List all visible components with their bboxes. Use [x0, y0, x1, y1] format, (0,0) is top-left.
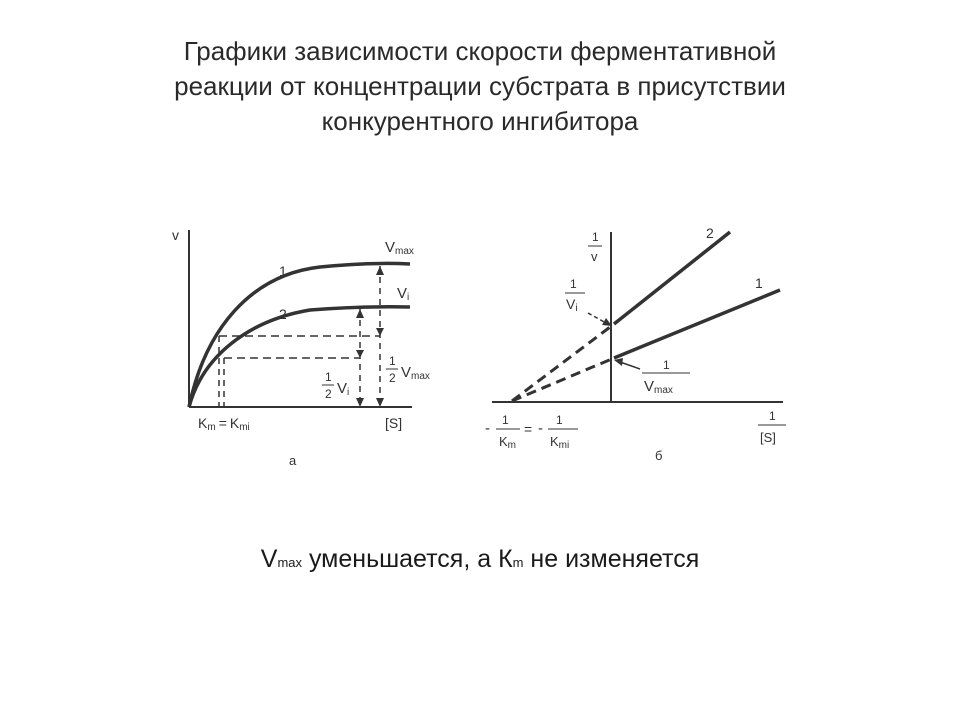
inv-vi-numerator: 1: [570, 277, 577, 291]
graph-b: [485, 225, 786, 463]
inv-vi-denominator: Vi: [566, 296, 578, 314]
caption-v-subscript: max: [277, 555, 302, 570]
caption-k-subscript: m: [512, 555, 524, 570]
vi-label: Vi: [397, 285, 410, 303]
x-intercept-km-denominator: Km: [499, 434, 517, 451]
half-vi-denominator: 2: [325, 387, 332, 401]
graph-a-x-label: [S]: [385, 415, 403, 431]
x-intercept-km-numerator: 1: [502, 413, 509, 427]
caption-middle: уменьшается, а К: [302, 545, 513, 573]
half-vmax-numerator: 1: [389, 354, 396, 368]
inv-vmax-denominator: Vmax: [644, 378, 673, 396]
title-line-1: Графики зависимости скорости ферментативной: [183, 36, 777, 66]
line-2-with-inhibitor-solid: [614, 232, 730, 324]
km-equals-kmi-label: Km = Kmi: [198, 415, 250, 433]
arrow-mid-vi: [356, 350, 364, 358]
line-2-extrapolation-dashed: [512, 324, 614, 401]
x-intercept-minus-1: -: [485, 420, 490, 437]
title-line-3: конкурентного ингибитора: [321, 106, 639, 136]
x-intercept-equals: =: [524, 421, 533, 437]
x-intercept-kmi-numerator: 1: [556, 413, 563, 427]
line-1-extrapolation-dashed: [512, 358, 614, 401]
inv-vmax-numerator: 1: [663, 358, 670, 372]
half-vmax-denominator: 2: [389, 371, 396, 385]
half-vi-numerator: 1: [325, 370, 332, 384]
panel-a-label: а: [289, 453, 297, 468]
arrow-mid-vmax: [376, 328, 384, 336]
arrow-down-vi: [356, 398, 364, 407]
graph-a-y-label: v: [172, 227, 179, 243]
line-2-label: 2: [706, 225, 714, 241]
arrow-up-vi: [356, 309, 364, 318]
curve-2-with-inhibitor: [189, 307, 410, 407]
half-vmax-v-label: Vmax: [401, 364, 430, 382]
curve-2-label: 2: [279, 306, 287, 322]
vmax-label: Vmax: [385, 239, 414, 257]
x-intercept-minus-2: -: [538, 420, 543, 437]
inv-vmax-pointer: [620, 362, 640, 369]
title-line-2: реакции от концентрации субстрата в присутствии: [174, 71, 786, 101]
x-intercept-kmi-denominator: Kmi: [550, 434, 570, 451]
caption-end: не изменяется: [523, 545, 700, 573]
arrow-down-vmax: [376, 398, 384, 407]
inv-vi-pointer: [588, 313, 606, 323]
line-1-no-inhibitor-solid: [614, 290, 780, 358]
graph-a: [172, 227, 430, 468]
caption: [0, 545, 960, 574]
line-1-label: 1: [755, 275, 763, 291]
graph-b-y-denominator: v: [591, 249, 598, 264]
half-vi-v-label: Vi: [337, 380, 350, 398]
curve-1-label: 1: [279, 263, 287, 279]
panel-b-label: б: [655, 448, 663, 463]
caption-v: V: [260, 545, 278, 573]
graph-b-x-denominator: [S]: [760, 430, 776, 445]
arrow-up-vmax: [376, 266, 384, 275]
graph-b-x-numerator: 1: [769, 409, 776, 423]
graph-b-y-numerator: 1: [592, 230, 599, 244]
curve-1-no-inhibitor: [189, 263, 410, 407]
